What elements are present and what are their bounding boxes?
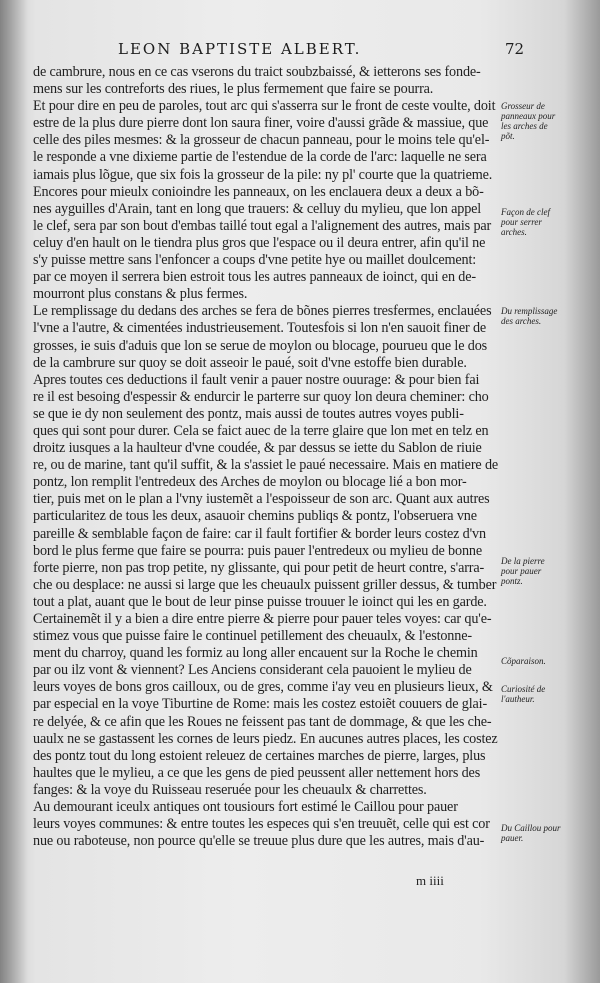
text-line: haultes que le mylieu, a ce que les gens de pied peussent aller nettement hors des bbox=[33, 764, 481, 781]
text-line: Le remplissage du dedans des arches se fera de bõnes pierres tresfermes, enclauées bbox=[33, 303, 492, 320]
text-line: l'vne a l'autre, & cimentées industrieusement. Toutesfois si lon n'en sauoit finer de bbox=[33, 320, 487, 337]
text-line: uaulx ne se gastassent les cornes de leurs piedz. En aucunes autres places, les costez bbox=[33, 730, 498, 747]
text-line: celle des piles mesmes: & la grosseur de chacun panneau, pour le moins tele qu'el- bbox=[33, 132, 490, 149]
text-line: grosses, ie suis d'aduis que lon se serue de moylon ou blocage, pourueu que le dos bbox=[33, 337, 488, 354]
text-line: droitz iusques a la haulteur d'vne coudée, & par dessus se iette du Sablon de riuie bbox=[33, 440, 482, 457]
text-line: se que ie dy non seulement des pontz, mais aussi de toutes autres voyes publi- bbox=[33, 405, 464, 422]
text-line: de la cambrure sur quoy se doit asseoir le paué, soit d'vne estoffe bien durable. bbox=[33, 354, 467, 371]
text-line: fanges: & la voye du Ruisseau reseruée pour les cheuaulx & charrettes. bbox=[33, 781, 427, 798]
page-number: 72 bbox=[505, 40, 525, 58]
text-line: leurs voyes communes: & entre toutes les especes qui s'en treuuẽt, celle qui est cor bbox=[33, 816, 490, 833]
margin-note-grosseur: Grosseur de panneaux pour les arches de põt. bbox=[501, 101, 556, 141]
text-line: Au demourant iceulx antiques ont tousiours fort estimé le Caillou pour pauer bbox=[33, 799, 458, 816]
text-line: bord le plus ferme que faire se pourra: puis pauer l'entredeux ou mylieu de bonne bbox=[33, 542, 482, 559]
text-line: pareille & semblable façon de faire: car il fault fortifier & border leurs costez d'vn bbox=[33, 525, 486, 542]
text-line: pontz, lon remplit l'entredeux des Arches de moylon ou blocage lié a bon mor- bbox=[33, 474, 467, 491]
text-line: Certainemẽt il y a bien a dire entre pierre & pierre pour pauer teles voyes: car qu'e- bbox=[33, 611, 492, 627]
running-head: LEON BAPTISTE ALBERT. bbox=[118, 40, 362, 58]
text-line: mens sur les contreforts des riues, le plus fermement que faire se pourra. bbox=[33, 81, 434, 98]
text-line: leurs voyes de bons gros cailloux, ou de gres, comme i'ay veu en plusieurs lieux, & bbox=[33, 679, 493, 696]
body-text bbox=[33, 64, 499, 850]
margin-note-curiosite: Curiosité de l'autheur. bbox=[501, 684, 546, 704]
text-line: le responde a vne dixieme partie de l'estendue de la corde de l'arc: laquelle ne sera bbox=[33, 149, 487, 166]
text-line: stimez vous que puisse faire le continuel petillement des cheuaulx, & l'estonne- bbox=[33, 628, 472, 645]
text-line: re delyée, & ce afin que les Roues ne feissent pas tant de dommage, & que les che- bbox=[33, 713, 492, 730]
text-line: tier, puis met on le plan a l'vny iustemẽt a l'espoisseur de son arc. Quant aux autres bbox=[33, 491, 490, 508]
text-line: che ou desplace: ne aussi si large que les cheuaulx puissent griller dessus, & tumber bbox=[33, 576, 497, 593]
text-line: iamais plus lõgue, que six fois la grosseur de la pile: ny pl' courte que la quatrieme. bbox=[33, 166, 493, 183]
text-line: forte pierre, non pas trop petite, ny glissante, qui pour petit de heurt contre, s'arra- bbox=[33, 559, 485, 576]
margin-note-caillou: Du Caillou pour pauer. bbox=[501, 823, 561, 843]
text-line: particularitez de tous les deux, asauoir chemins publiqs & pontz, l'obseruera vne bbox=[33, 508, 477, 525]
text-line: par especial en la voye Tiburtine de Rome: mais les costez estoiẽt couuers de glai- bbox=[33, 696, 488, 713]
text-line: de cambrure, nous en ce cas vserons du traict soubzbaissé, & ietterons ses fonde- bbox=[33, 64, 481, 80]
margin-note-clef: Façon de clef pour serrer arches. bbox=[501, 207, 550, 237]
text-line: Apres toutes ces deductions il fault venir a pauer nostre ouurage: & pour bien fai bbox=[33, 371, 480, 388]
text-line: Et pour dire en peu de paroles, tout arc qui s'asserra sur le front de ceste voulte, doit bbox=[33, 98, 496, 115]
text-line: nue ou raboteuse, non pource qu'elle se treuue plus dure que les autres, mais d'au- bbox=[33, 833, 485, 850]
margin-note-comparaison: Cõparaison. bbox=[501, 656, 546, 666]
text-line: estre de la plus dure pierre dont lon saura finer, voire d'aussi grãde & massiue, que bbox=[33, 115, 489, 132]
gutter-shadow bbox=[0, 0, 28, 983]
text-line: ment du charroy, quand les formiz au long aller encauent sur la Roche le chemin bbox=[33, 645, 478, 662]
text-line: re, ou de marine, tant qu'il suffit, & la s'assiet le paué necessaire. Mais en matiere de bbox=[33, 457, 499, 474]
text-line: Encores pour mieulx conioindre les panneaux, on les enclauera deux a deux a bõ- bbox=[33, 183, 484, 200]
text-line: le clef, sera par son bout d'embas taillé tout egal a l'alignement des autres, mais par bbox=[33, 217, 492, 234]
text-line: s'y puisse mettre sans l'enfoncer a coups d'vne petite hye ou maillet doulcement: bbox=[33, 252, 477, 269]
text-line: par ou ilz vont & viennent? Les Anciens considerant cela pauoient le mylieu de bbox=[33, 662, 472, 679]
text-line: ques qui sont pour durer. Cela se faict auec de la terre glaire que lon met en telz en bbox=[33, 422, 489, 439]
text-line: nes ayguilles d'Arain, tant en long que trauers: & celluy du mylieu, que lon appel bbox=[33, 200, 482, 217]
text-line: des pontz tout du long estoient releuez de certaines marches de pierre, larges, plus bbox=[33, 747, 486, 764]
text-line: tout a plat, auant que le bout de leur pinse puisse trouuer le ioinct qui les en garde. bbox=[33, 593, 487, 610]
signature-mark: m iiii bbox=[416, 873, 444, 888]
text-line: re il est besoing d'espessir & endurcir le parterre sur quoy lon deura cheminer: cho bbox=[33, 388, 489, 405]
text-line: par ce moyen il serrera bien estroit tous les autres panneaux de ioinct, qui en de- bbox=[33, 269, 476, 286]
text-line: celuy d'en hault on le tiendra plus gros que l'espace ou il deura entrer, afin qu'il ne bbox=[33, 234, 486, 251]
text-line: mourront plus constans & plus fermes. bbox=[33, 286, 248, 303]
margin-note-pierre: De la pierre pour pauer pontz. bbox=[501, 556, 545, 586]
margin-note-remplissage: Du remplissage des arches. bbox=[501, 306, 558, 326]
